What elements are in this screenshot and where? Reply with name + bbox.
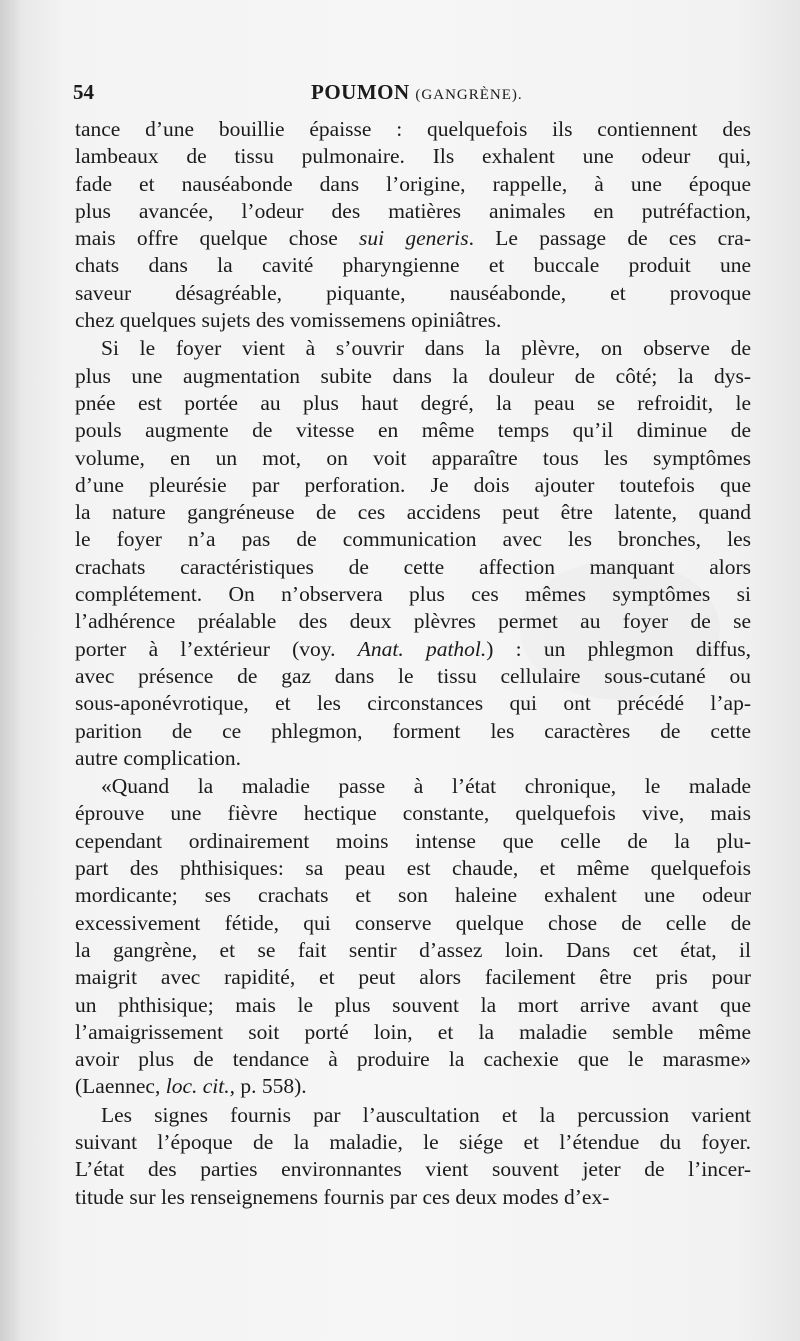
text-line: maigrit avec rapidité, et peut alors facilement être pris pour: [75, 965, 751, 990]
body-text: [75, 116, 751, 1211]
text-line: part des phthisiques: sa peau est chaude, et même quelquefois: [75, 856, 751, 881]
text-line: pouls augmente de vitesse en même temps qu’il diminue de: [75, 418, 751, 443]
text-line: la nature gangréneuse de ces accidens peut être latente, quand: [75, 500, 751, 525]
text-line: volume, en un mot, on voit apparaître tous les symptômes: [75, 445, 751, 470]
text-line: fade et nauséabonde dans l’origine, rappelle, à une époque: [75, 171, 751, 196]
text-line: autre complication.: [75, 745, 241, 770]
text-line: porter à l’extérieur (voy. Anat. pathol.) : un phlegmon diffus,: [75, 636, 751, 661]
running-head: [311, 80, 523, 105]
paragraph-p4: [75, 1102, 751, 1211]
text-line: parition de ce phlegmon, forment les caractères de cette: [75, 718, 751, 743]
text-line: le foyer n’a pas de communication avec les bronches, les: [75, 527, 751, 552]
text-line: titude sur les renseignemens fournis par ces deux modes d’ex-: [75, 1184, 610, 1209]
text-line: l’amaigrissement soit porté loin, et la maladie semble même: [75, 1019, 751, 1044]
text-line: mais offre quelque chose sui generis. Le passage de ces cra-: [75, 226, 751, 251]
text-line: crachats caractéristiques de cette affection manquant alors: [75, 554, 751, 579]
text-line: plus avancée, l’odeur des matières animales en putréfaction,: [75, 198, 751, 223]
text-line: sous-aponévrotique, et les circonstances qui ont précédé l’ap-: [75, 691, 751, 716]
text-line: Les signes fournis par l’auscultation et la percussion varient: [101, 1102, 751, 1127]
paragraph-p3: [75, 773, 751, 1101]
paragraph-p2: [75, 335, 751, 772]
text-line: tance d’une bouillie épaisse : quelquefois ils contiennent des: [75, 117, 751, 141]
text-line: saveur désagréable, piquante, nauséabonde, et provoque: [75, 280, 751, 305]
text-line: avoir plus de tendance à produire la cachexie que le marasme»: [75, 1047, 751, 1072]
text-line: L’état des parties environnantes vient souvent jeter de l’incer-: [75, 1157, 751, 1182]
text-line: avec présence de gaz dans le tissu cellulaire sous-cutané ou: [75, 663, 751, 688]
text-line: (Laennec, loc. cit., p. 558).: [75, 1074, 307, 1099]
text-line: cependant ordinairement moins intense que celle de la plu-: [75, 828, 751, 853]
text-line: la gangrène, et se fait sentir d’assez loin. Dans cet état, il: [75, 937, 751, 962]
text-line: pnée est portée au plus haut degré, la peau se refroidit, le: [75, 390, 751, 415]
text-line: suivant l’époque de la maladie, le siége et l’étendue du foyer.: [75, 1129, 751, 1154]
paragraph-p1: [75, 116, 751, 334]
text-line: excessivement fétide, qui conserve quelque chose de celle de: [75, 910, 751, 935]
text-line: Si le foyer vient à s’ouvrir dans la plèvre, on observe de: [101, 336, 751, 361]
page-number: 54: [73, 80, 94, 104]
text-line: d’une pleurésie par perforation. Je dois ajouter toutefois que: [75, 472, 751, 497]
text-line: chats dans la cavité pharyngienne et buccale produit une: [75, 253, 751, 278]
text-line: complétement. On n’observera plus ces mêmes symptômes si: [75, 582, 751, 607]
text-line: «Quand la maladie passe à l’état chronique, le malade: [101, 774, 751, 799]
running-head-subtitle: (GANGRÈNE).: [415, 87, 523, 103]
text-line: éprouve une fièvre hectique constante, quelquefois vive, mais: [75, 801, 751, 826]
text-line: l’adhérence préalable des deux plèvres permet au foyer de se: [75, 609, 751, 634]
page-header: [73, 80, 750, 110]
text-line: lambeaux de tissu pulmonaire. Ils exhalent une odeur qui,: [75, 144, 751, 169]
text-line: un phthisique; mais le plus souvent la mort arrive avant que: [75, 992, 751, 1017]
text-line: plus une augmentation subite dans la douleur de côté; la dys-: [75, 363, 751, 388]
running-head-title: POUMON: [311, 80, 410, 104]
text-line: chez quelques sujets des vomissemens opiniâtres.: [75, 308, 502, 333]
text-line: mordicante; ses crachats et son haleine exhalent une odeur: [75, 883, 751, 908]
